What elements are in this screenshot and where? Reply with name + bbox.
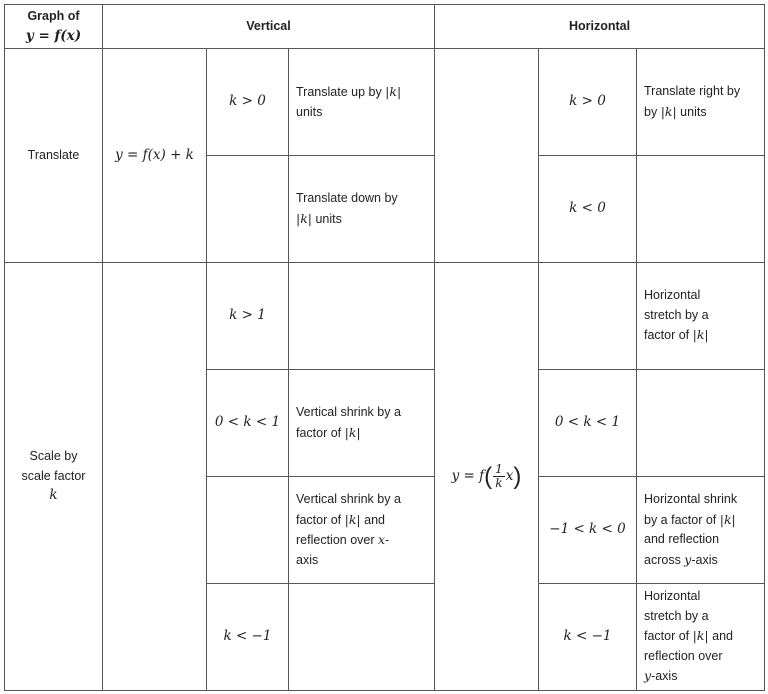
effect-text-by: by <box>644 104 661 119</box>
fraction-denominator: k <box>495 476 503 490</box>
effect-text: factor of <box>644 328 693 343</box>
scale-h-condition-2 <box>539 370 637 477</box>
header-function: y = f(x) <box>25 27 82 44</box>
translate-h-condition-1 <box>539 49 637 156</box>
condition-text: k > 1 <box>229 307 266 324</box>
effect-text: by a factor of <box>644 512 720 527</box>
scale-v-condition-1 <box>207 263 289 370</box>
header-graph-of <box>5 5 103 49</box>
abs-k: |k| <box>344 511 361 527</box>
fraction-numerator: 1 <box>495 462 503 476</box>
abs-k: |k| <box>344 424 361 440</box>
scale-h-condition-4 <box>539 584 637 691</box>
scale-h-condition-3 <box>539 477 637 584</box>
translate-v-condition-1 <box>207 49 289 156</box>
scale-v-condition-3 <box>207 477 289 584</box>
translate-v-condition-2 <box>207 156 289 263</box>
effect-text: and reflection <box>644 532 720 546</box>
effect-text: stretch by a <box>644 307 709 322</box>
effect-text: and <box>708 629 733 644</box>
scale-label-line2: scale factor <box>21 468 86 483</box>
scale-v-effect-3 <box>289 477 435 584</box>
scale-v-effect-1 <box>289 263 435 370</box>
effect-text: factor of <box>644 629 693 644</box>
condition-text: k < 0 <box>569 200 606 217</box>
fraction <box>493 463 505 490</box>
var-x: x <box>377 532 386 547</box>
abs-k: |k| <box>385 84 402 99</box>
translate-h-effect-2 <box>637 156 765 263</box>
effect-text: Translate right by <box>644 84 741 98</box>
condition-text: k < −1 <box>563 628 612 645</box>
abs-k: |k| <box>692 628 709 644</box>
effect-text: units <box>676 104 707 119</box>
abs-k: |k| <box>660 103 677 119</box>
condition-text: k > 0 <box>229 93 266 110</box>
condition-text: k > 0 <box>569 93 606 110</box>
abs-k: |k| <box>692 327 709 343</box>
header-horizontal: Horizontal <box>435 5 765 49</box>
equation-var: x <box>505 467 514 484</box>
effect-text: Horizontal shrink <box>644 492 738 506</box>
header-vertical: Vertical <box>103 5 435 49</box>
scale-label <box>5 263 103 691</box>
transformations-table <box>4 4 765 691</box>
scale-h-effect-2 <box>637 370 765 477</box>
effect-text: Horizontal <box>644 589 701 604</box>
scale-h-effect-3 <box>637 477 765 584</box>
effect-text: axis <box>296 552 319 567</box>
translate-h-condition-2 <box>539 156 637 263</box>
effect-text: reflection over <box>644 648 723 663</box>
translate-h-effect-1 <box>637 49 765 156</box>
translate-label: Translate <box>5 49 103 263</box>
var-y: y <box>684 551 692 567</box>
effect-text: -axis <box>691 552 718 567</box>
open-paren: ( <box>484 462 493 490</box>
effect-text: units <box>296 104 323 119</box>
scale-v-effect-2 <box>289 370 435 477</box>
effect-text: factor of <box>296 425 345 440</box>
abs-k: |k| <box>719 511 736 527</box>
condition-text: 0 < k < 1 <box>214 414 281 431</box>
translate-v-effect-2 <box>289 156 435 263</box>
effect-text: stretch by a <box>644 608 709 623</box>
effect-text: Vertical shrink by a <box>296 492 401 506</box>
header-graph-of-label: Graph of <box>27 9 80 23</box>
effect-text: reflection over <box>296 533 378 547</box>
effect-text: across <box>644 552 685 567</box>
scale-v-effect-4 <box>289 584 435 691</box>
effect-text: -axis <box>651 669 678 684</box>
effect-text: and <box>360 512 385 527</box>
equation-lhs: y = f <box>451 467 485 484</box>
scale-h-effect-4 <box>637 584 765 691</box>
translate-v-effect-1 <box>289 49 435 156</box>
close-paren: ) <box>513 462 522 490</box>
effect-text: Vertical shrink by a <box>296 405 401 419</box>
scale-v-condition-2 <box>207 370 289 477</box>
condition-text: k < −1 <box>223 628 272 645</box>
effect-text: Horizontal <box>644 288 701 303</box>
scale-vertical-equation <box>103 263 207 691</box>
effect-text: units <box>312 211 342 226</box>
scale-h-condition-1 <box>539 263 637 370</box>
effect-text: Translate up by <box>296 85 386 99</box>
scale-label-k: k <box>49 487 58 504</box>
translate-horizontal-equation <box>435 49 539 263</box>
effect-text: Translate down by <box>296 191 398 205</box>
abs-k: |k| <box>296 210 312 226</box>
effect-text: factor of <box>296 512 345 527</box>
condition-text: 0 < k < 1 <box>554 414 621 431</box>
scale-v-condition-4 <box>207 584 289 691</box>
scale-label-line1: Scale by <box>29 449 78 464</box>
var-y: y <box>644 668 652 684</box>
translate-vertical-equation <box>103 49 207 263</box>
scale-horizontal-equation <box>435 263 539 691</box>
condition-text: −1 < k < 0 <box>549 521 626 538</box>
effect-text: - <box>385 533 390 547</box>
scale-h-effect-1 <box>637 263 765 370</box>
translate-vertical-equation-text: y = f(x) + k <box>115 146 194 163</box>
